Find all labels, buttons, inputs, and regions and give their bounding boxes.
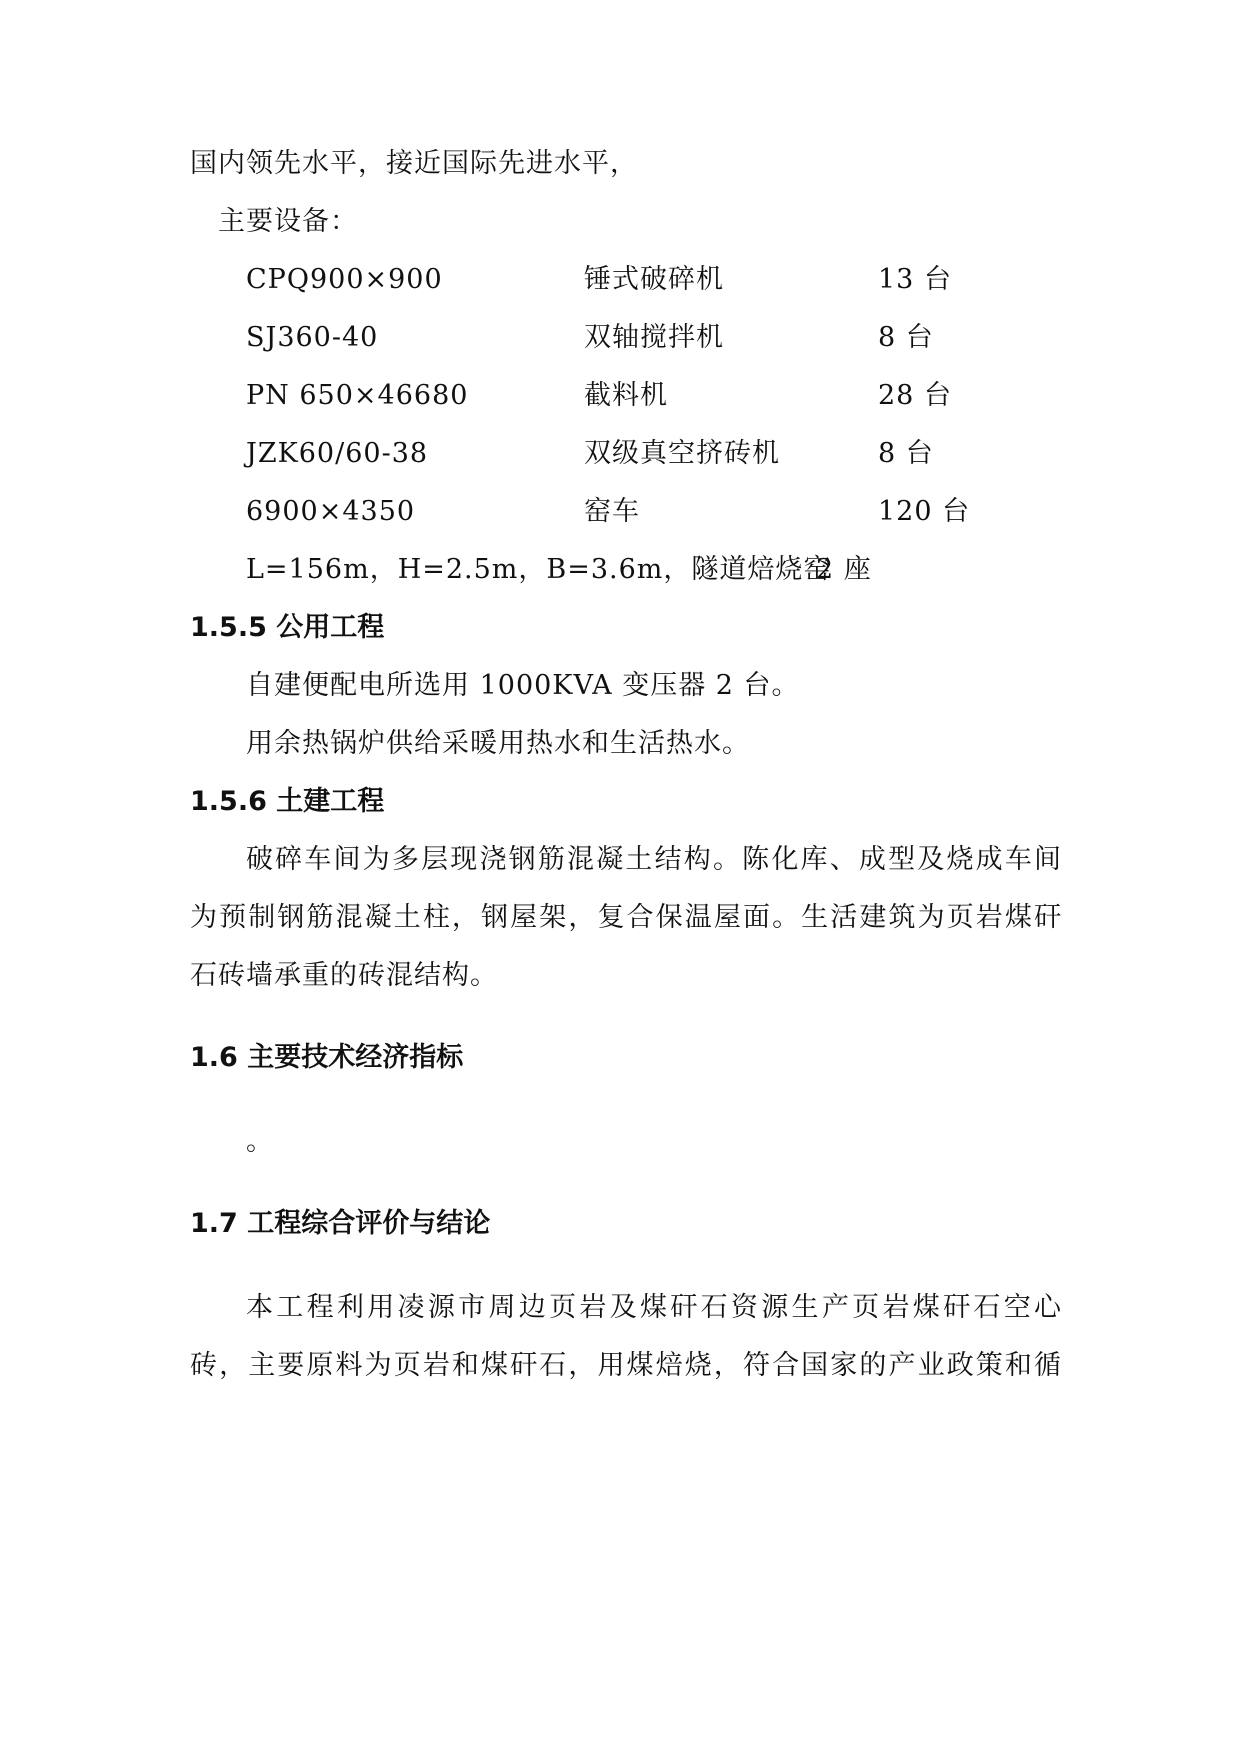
kiln-qty: 2 座 bbox=[816, 554, 872, 585]
equipment-qty: 13 台 bbox=[878, 264, 952, 295]
equipment-model: JZK60/60-38 bbox=[246, 438, 429, 469]
intro-line: 国内领先水平，接近国际先进水平， bbox=[190, 148, 638, 179]
equipment-name: 双级真空挤砖机 bbox=[584, 438, 780, 469]
equipment-qty: 28 台 bbox=[878, 380, 952, 411]
section-1-5-5-paragraph: 用余热锅炉供给采暖用热水和生活热水。 bbox=[246, 728, 750, 759]
equipment-qty: 8 台 bbox=[878, 438, 934, 469]
equipment-model: CPQ900×900 bbox=[246, 264, 443, 295]
equipment-qty: 120 台 bbox=[878, 496, 971, 527]
section-1-7-line: 砖，主要原料为页岩和煤矸石，用煤焙烧，符合国家的产业政策和循 bbox=[190, 1350, 1062, 1381]
section-heading-1-6: 1.6 主要技术经济指标 bbox=[190, 1042, 464, 1073]
section-heading-1-5-6: 1.5.6 土建工程 bbox=[190, 786, 385, 817]
equipment-qty: 8 台 bbox=[878, 322, 934, 353]
equipment-name: 窑车 bbox=[584, 496, 640, 527]
section-heading-1-5-5: 1.5.5 公用工程 bbox=[190, 612, 385, 643]
equipment-name: 锤式破碎机 bbox=[584, 264, 724, 295]
kiln-spec: L=156m，H=2.5m，B=3.6m，隧道焙烧窑 bbox=[246, 554, 832, 585]
section-1-5-6-line: 破碎车间为多层现浇钢筋混凝土结构。陈化库、成型及烧成车间 bbox=[246, 844, 1062, 875]
equipment-model: 6900×4350 bbox=[246, 496, 416, 527]
equipment-label: 主要设备： bbox=[218, 206, 358, 237]
section-1-5-6-line: 石砖墙承重的砖混结构。 bbox=[190, 960, 498, 991]
section-heading-1-7: 1.7 工程综合评价与结论 bbox=[190, 1208, 491, 1239]
equipment-name: 双轴搅拌机 bbox=[584, 322, 724, 353]
equipment-name: 截料机 bbox=[584, 380, 668, 411]
equipment-model: PN 650×46680 bbox=[246, 380, 469, 411]
section-1-7-line: 本工程利用凌源市周边页岩及煤矸石资源生产页岩煤矸石空心 bbox=[246, 1292, 1062, 1323]
equipment-model: SJ360-40 bbox=[246, 322, 379, 353]
section-1-5-5-paragraph: 自建便配电所选用 1000KVA 变压器 2 台。 bbox=[246, 670, 800, 701]
section-1-5-6-line: 为预制钢筋混凝土柱，钢屋架，复合保温屋面。生活建筑为页岩煤矸 bbox=[190, 902, 1062, 933]
section-1-6-body: 。 bbox=[246, 1126, 274, 1157]
